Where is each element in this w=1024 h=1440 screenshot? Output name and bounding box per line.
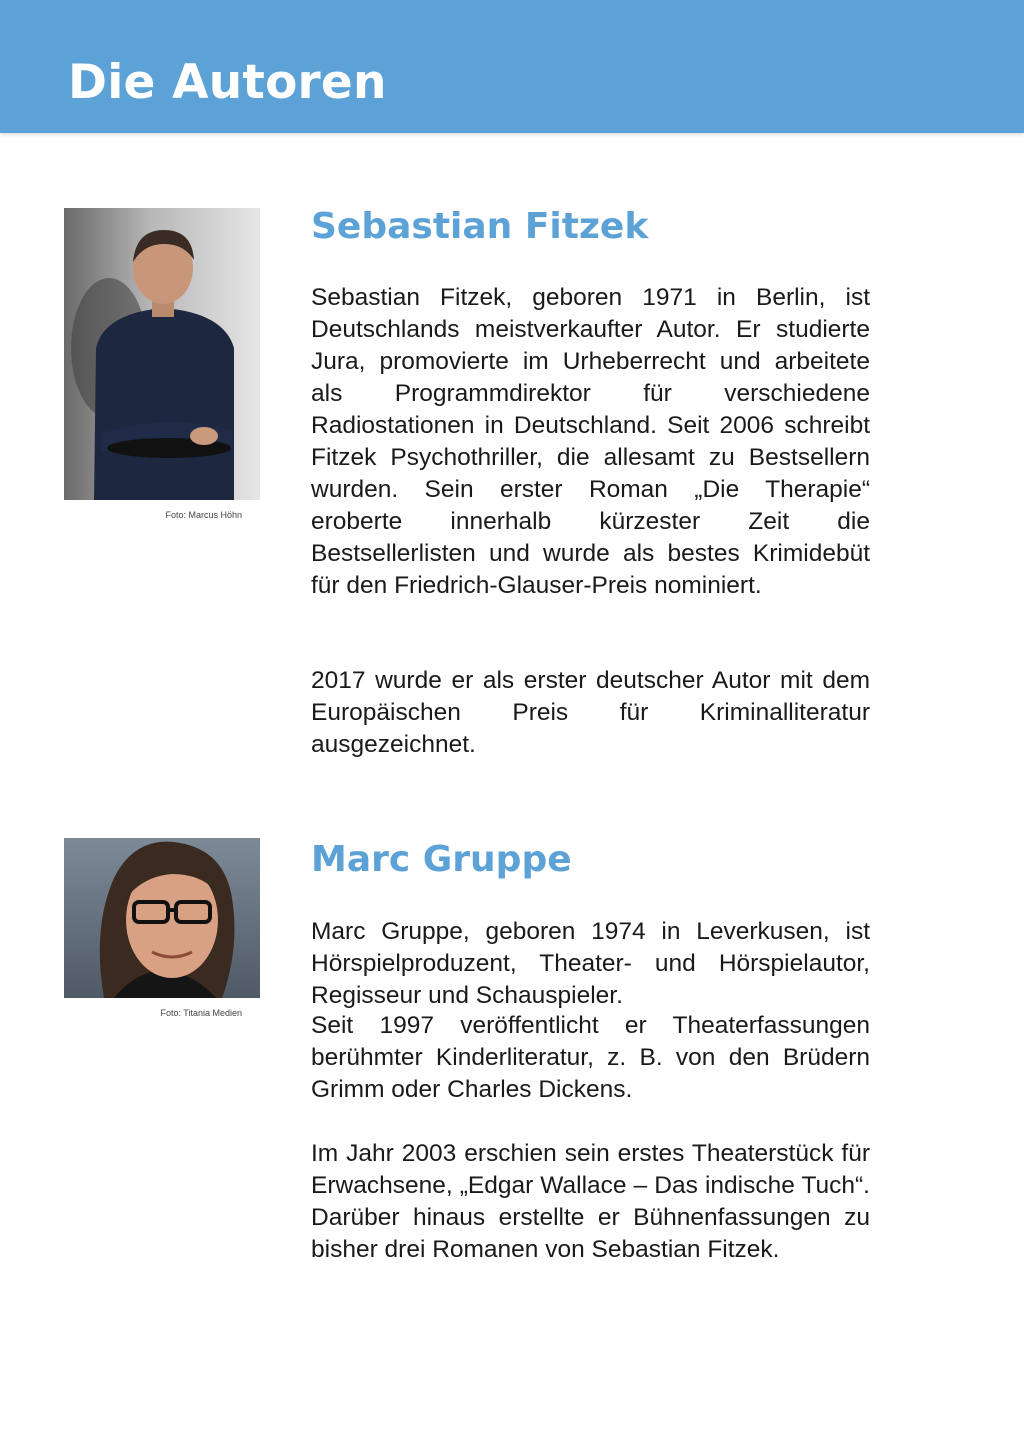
author-bio-paragraph: Sebastian Fitzek, geboren 1971 in Berlin, ist Deutschlands meistverkaufter Autor. Er studierte Jura, promovierte im Urheberrecht und arbeitete als Programmdirektor für verschiedene Radiostationen in Deutschland. Seit 2006 schreibt Fitzek Psychothriller, die allesamt zu Bestsellern wurden. Sein erster Roman „Die Therapie“ eroberte innerhalb kürzester Zeit die Bestsellerlisten und wurde als bestes Krimidebüt für den Friedrich-Glauser-Preis nominiert. xyxy=(311,284,870,599)
author-bio-paragraph: Im Jahr 2003 erschien sein erstes Theaterstück für Erwachsene, „Edgar Wallace – Das indische Tuch“. Darüber hinaus erstellte er Bühnenfassungen zu bisher drei Romanen von Sebastian Fitzek. xyxy=(311,1140,870,1263)
author-bio-paragraph: Marc Gruppe, geboren 1974 in Leverkusen, ist Hörspielproduzent, Theater- und Hörspielautor, Regisseur und Schauspieler. xyxy=(311,918,870,1009)
author-name-heading: Marc Gruppe xyxy=(311,839,572,880)
author-bio-paragraph: 2017 wurde er als erster deutscher Autor mit dem Europäischen Preis für Kriminalliteratur ausgezeichnet. xyxy=(311,667,870,758)
author-photo-marc-gruppe xyxy=(64,838,260,998)
author-name-heading: Sebastian Fitzek xyxy=(311,206,649,247)
author-bio-paragraph: Seit 1997 veröffentlicht er Theaterfassungen berühmter Kinderliteratur, z. B. von den Brüdern Grimm oder Charles Dickens. xyxy=(311,1012,870,1103)
photo-caption: Foto: Marcus Höhn xyxy=(165,510,242,520)
author-photo-sebastian-fitzek xyxy=(64,208,260,500)
page-header xyxy=(0,0,1024,133)
photo-caption: Foto: Titania Medien xyxy=(160,1008,242,1018)
page-title: Die Autoren xyxy=(68,55,387,110)
